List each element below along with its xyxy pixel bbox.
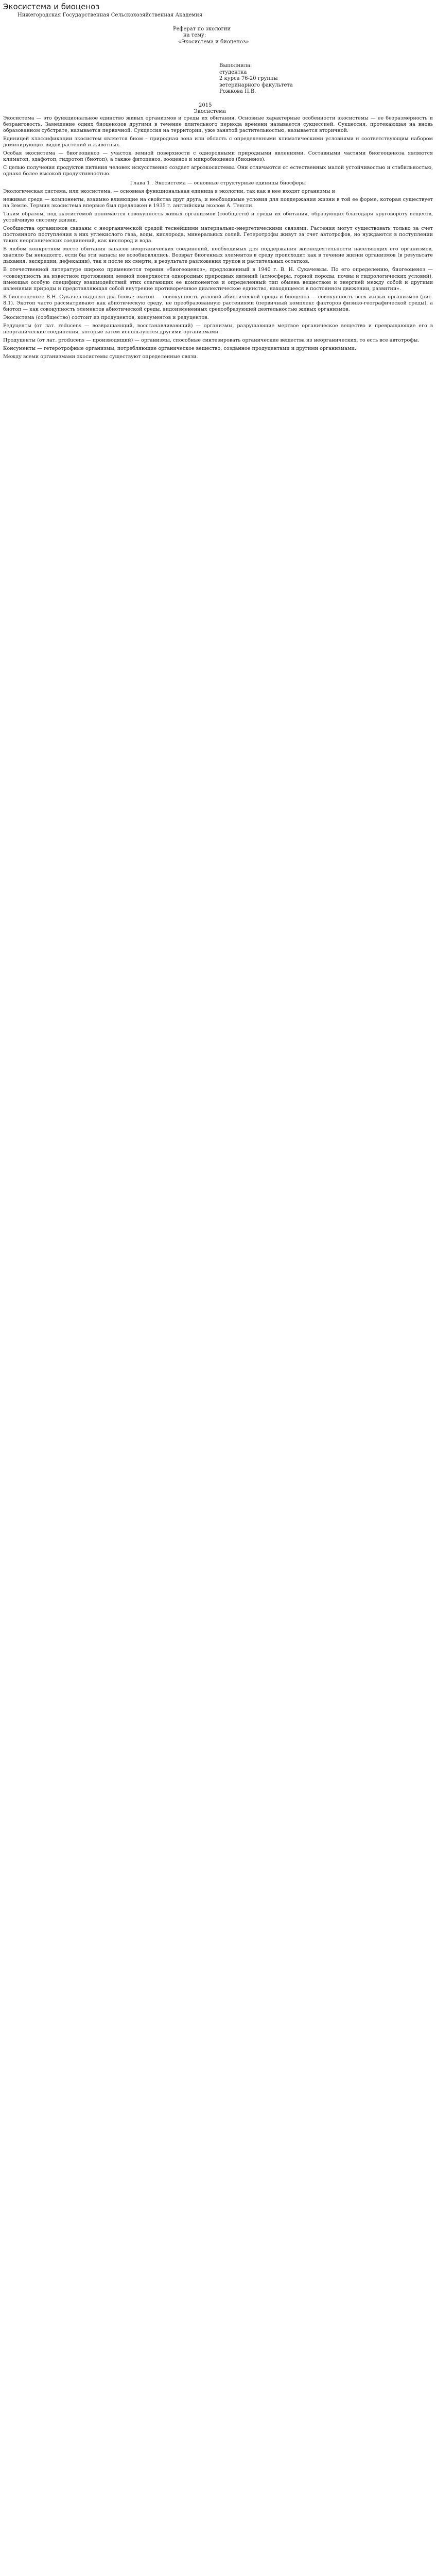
student-label: студентка <box>219 69 247 75</box>
paragraph: В биогеоценозе В.Н. Сукачев выделял два блока: экотоп — совокупность условий абиотической среды и биоценоз — совокупность всех живых организмов (рис. 8.1). Экотоп часто рассматривают как абиотическую среду, не преобразованную растениями (первичный комплекс факторов физико-географической среды), а биотоп — как совокупность элементов абиотической среды, видоизмененных средообразующей деятельностью живых организмов. <box>3 294 433 312</box>
author-line: Рожкова П.В. <box>219 89 256 94</box>
section <box>3 115 433 177</box>
paragraph: Редуценты (от лат. reducens — возвращающий, восстанавливающий) — организмы, разрушающие мертвое органическое вещество и превращающие его в неорганические соединения, которые затем используются другими организмами. <box>3 323 433 335</box>
paragraph: Экологическая система, или экосистема, — основная функциональная единица в экологии, так как в нее входят организмы и <box>3 188 335 194</box>
topic-prefix-line: на тему: <box>183 32 206 38</box>
paragraph: Экосистема — это функциональное единство живых организмов и среды их обитания. Основные характерные особенности экосистемы — ее безразмерность и безранговость. Замещение одних биоценозов другими в течение длительного периода времени называется сукцессией. Сукцессия, протекающая на вновь образованном субстрате, называется первичной. Сукцессия на территории, уже занятой растительностью, называется вторичной. <box>3 115 433 133</box>
document-body <box>3 115 433 361</box>
paragraph: Единицей классификации экосистем является биом – природная зона или область с определенными климатическими условиями и соответствующим набором доминирующих видов растений и животных. <box>3 135 433 148</box>
topic-line: «Экосистема и биоценоз» <box>178 39 249 45</box>
performed-label: Выполнила: <box>219 63 252 69</box>
paragraph: Между всеми организмами экосистемы существуют определенные связи. <box>3 354 198 360</box>
paragraph: Особая экосистема — биогеоценоз — участок земной поверхности с однородными природными явлениями. Составными частями биогеоценоза являются климатоп, эдафотоп, гидротоп (биотоп), а также фитоценоз, зооценоз и микробиоценоз (биоценоз). <box>3 150 433 162</box>
paragraph: В любом конкретном месте обитания запасов неорганических соединений, необходимых для поддержания жизнедеятельности населяющих его организмов, хватило бы ненадолго, если бы эти запасы не возобновлялись. Возврат биогенных элементов в среду происходит как в течение жизни организмов (в результате дыхания, экскреции, дефекации), так и после их смерти, в результате разложения трупов и растительных остатков. <box>3 246 433 265</box>
paragraph: Продуценты (от лат. producens — производящий) — организмы, способные синтезировать органические вещества из неорганических, то есть все автотрофы. <box>3 337 420 343</box>
paragraph: Экосистема (сообщество) состоит из продуцентов, консументов и редуцентов. <box>3 314 209 320</box>
title-page <box>3 12 433 115</box>
work-type-line: Реферат по экологии <box>173 26 231 32</box>
year-line: 2015 <box>199 102 212 108</box>
group-line: 2 курса 76-20 группы <box>219 76 278 81</box>
section <box>3 180 433 360</box>
paragraph: неживая среда — компоненты, взаимно влияющие на свойства друг друга, и необходимые условия для поддержания жизни в той ее форме, которая существует на Земле. Термин экосистема впервые был предложен в 1935 г. английским эколом А. Тенсли. <box>3 197 433 209</box>
institution-line: Нижегородская Государственная Сельскохозяйственная Академия <box>18 12 203 18</box>
paragraph: Сообщества организмов связаны с неорганической средой теснейшими материально-энергетическими связями. Растения могут существовать только за счет постоянного поступления в них углекислого газа, воды, кислорода, минеральных солей. Гетеротрофы живут за счет автотрофов, но нуждаются в поступлении таких неорганических соединений, как кислород и вода. <box>3 226 433 244</box>
paragraph: Таким образом, под экосистемой понимается совокупность живых организмов (сообществ) и среды их обитания, образующих благодаря круговороту веществ, устойчивую систему жизни. <box>3 211 433 224</box>
paragraph: Консументы — гетеротрофные организмы, потребляющие органическое вещество, созданное продуцентами и другими организмами. <box>3 346 356 351</box>
start-heading: Экосистема <box>194 109 226 114</box>
faculty-line: ветеринарного факультета <box>219 82 293 88</box>
document-title: Экосистема и биоценоз <box>3 2 100 11</box>
section-heading: Глава 1 . Экосистема — основные структурные единицы биосферы <box>130 180 306 186</box>
paragraph: С целью получения продуктов питания человек искусственно создает агроэкосистемы. Они отличаются от естественных малой устойчивостью и стабильностью, однако более высокой продуктивностью. <box>3 164 433 177</box>
paragraph: В отечественной литературе широко применяется термин «биогеоценоз», предложенный в 1940 г. В. Н. Сукачевым. По его определению, биогеоценоз — «совокупность на известном протяжении земной поверхности однородных природных явлений (атмосферы, горной породы, почвы и гидрологических условий), имеющая особую специфику взаимодействий этих слагающих ее компонентов и определенный тип обмена веществом и энергией между собой и другими явлениями природы и представляющая собой внутренне противоречивое диалектическое единство, находящееся в постоянном движении, развитии». <box>3 267 433 292</box>
